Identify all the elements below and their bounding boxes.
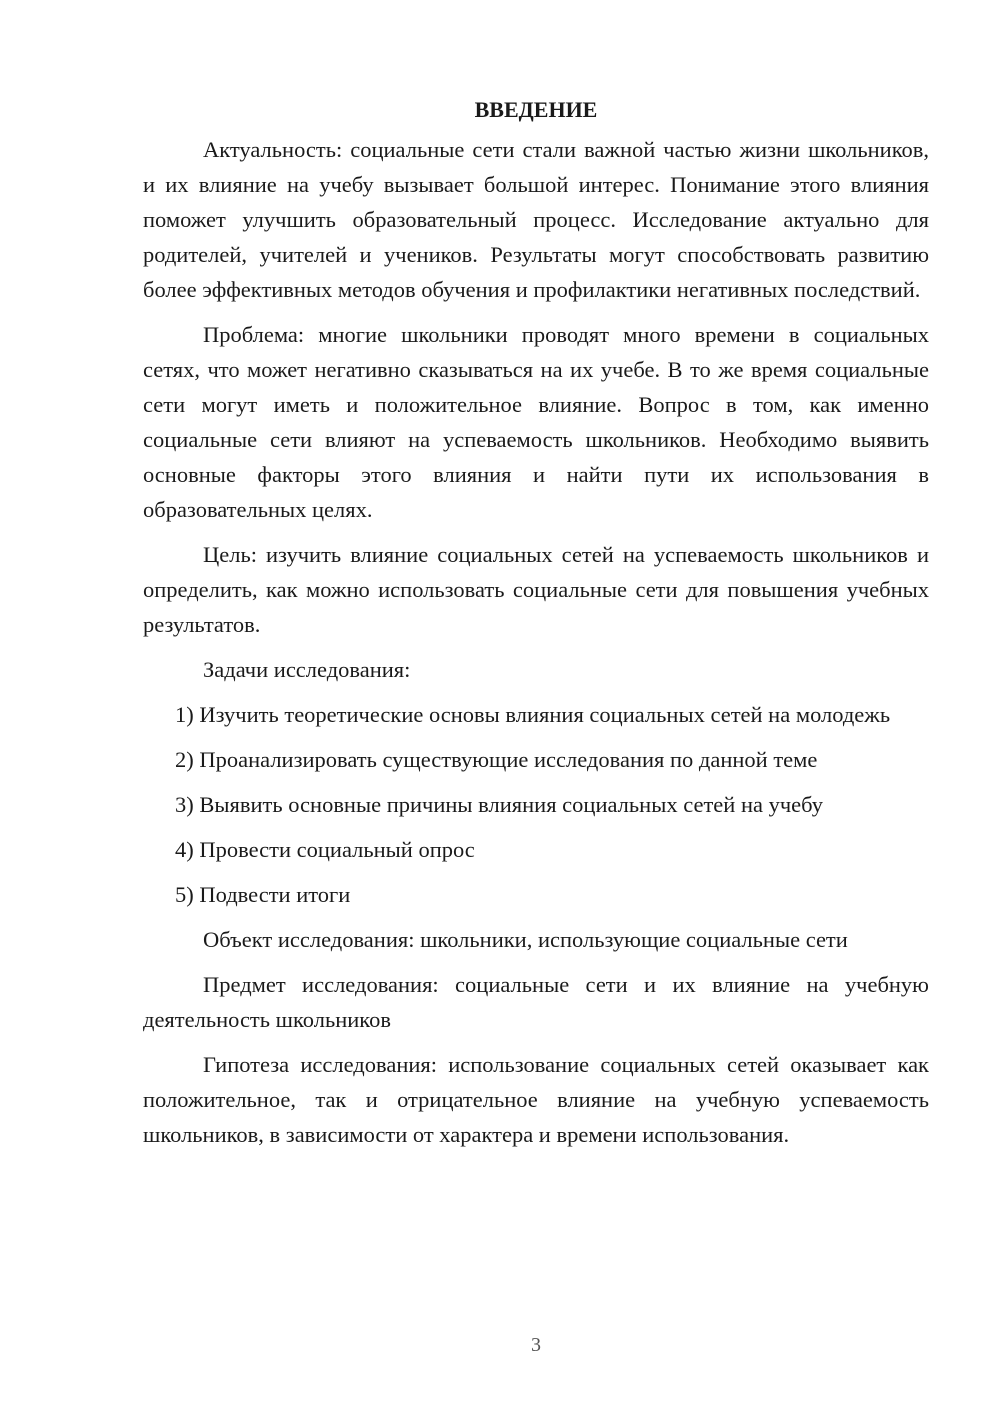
section-heading: ВВЕДЕНИЕ: [474, 97, 598, 122]
subject-paragraph: Предмет исследования: социальные сети и их влияние на учебную деятельность школьников: [143, 972, 929, 1032]
task-item: 5) Подвести итоги: [175, 882, 351, 907]
task-item: 1) Изучить теоретические основы влияния социальных сетей на молодежь: [175, 702, 891, 727]
hypothesis-paragraph: Гипотеза исследования: использование социальных сетей оказывает как положительное, так и отрицательное влияние на учебную успеваемость школьников, в зависимости от характера и времени использования.: [143, 1052, 929, 1147]
task-item: 4) Провести социальный опрос: [175, 837, 475, 862]
problem-paragraph: Проблема: многие школьники проводят много времени в социальных сетях, что может негативно сказываться на их учебе. В то же время социальные сети могут иметь и положительное влияние. Вопрос в том, как именно социальные сети влияют на успеваемость школьников. Необходимо выявить основные факторы этого влияния и найти пути их использования в образовательных целях.: [143, 322, 929, 522]
goal-paragraph: Цель: изучить влияние социальных сетей на успеваемость школьников и определить, как можно использовать социальные сети для повышения учебных результатов.: [143, 542, 929, 637]
task-item: 3) Выявить основные причины влияния социальных сетей на учебу: [175, 792, 823, 817]
page-number: 3: [531, 1334, 541, 1356]
task-item: 2) Проанализировать существующие исследования по данной теме: [175, 747, 818, 772]
object-paragraph: Объект исследования: школьники, использующие социальные сети: [203, 927, 848, 952]
document-page: [143, 92, 929, 1162]
tasks-label: Задачи исследования:: [203, 657, 411, 682]
tasks-list: [143, 697, 929, 912]
relevance-paragraph: Актуальность: социальные сети стали важной частью жизни школьников, и их влияние на учебу вызывает большой интерес. Понимание этого влияния поможет улучшить образовательный процесс. Исследование актуально для родителей, учителей и учеников. Результаты могут способствовать развитию более эффективных методов обучения и профилактики негативных последствий.: [143, 137, 929, 302]
